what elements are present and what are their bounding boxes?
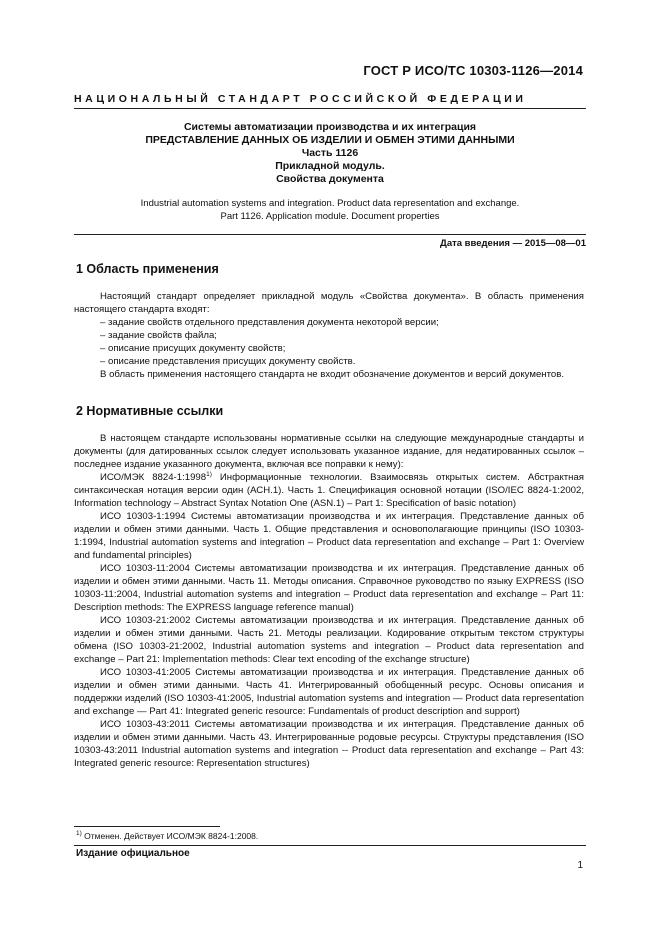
english-title-line-1: Industrial automation systems and integration. Product data representation and exchange. xyxy=(140,198,520,209)
list-item: – описание представления присущих документу свойств. xyxy=(100,356,356,367)
section-2-intro: В настоящем стандарте использованы нормативные ссылки на следующие международные стандарты и документы (для датированных ссылок следует использовать указанное издание, для недатированных ссылок – последнее издание указанного документа, включая все поправки к нему): xyxy=(74,433,584,470)
page-number: 1 xyxy=(577,860,583,871)
footnote-marker: 1) xyxy=(206,470,212,478)
footnote-marker: 1) xyxy=(76,830,82,838)
reference-code: ИСО/МЭК 8824-1:1998 xyxy=(100,472,207,483)
official-edition-label: Издание официальное xyxy=(76,848,190,859)
footnote-divider xyxy=(74,826,220,827)
section-1-paragraph: Настоящий стандарт определяет прикладной модуль «Свойства документа». В область применения настоящего стандарта входят: xyxy=(74,291,584,315)
footnote xyxy=(76,831,258,841)
english-title xyxy=(74,197,586,223)
section-2-heading: 2 Нормативные ссылки xyxy=(76,404,224,418)
list-item: – задание свойств отдельного представления документа некоторой версии; xyxy=(100,317,439,328)
intro-date: Дата введения — 2015—08—01 xyxy=(440,238,586,249)
section-1-paragraph: В область применения настоящего стандарта не входит обозначение документов и версий документов. xyxy=(100,369,564,380)
title-line-3: Часть 1126 xyxy=(301,147,359,159)
normative-reference: ИСО 10303-11:2004 Системы автоматизации производства и их интеграция. Представление данных об изделии и обмен этими данными. Часть 11. Методы описания. Справочное руководство по языку EXPRESS (ISO 10303-11:2004, Industrial automation systems and integration – Product data representation and exchange – Part 11: Description methods: The EXPRESS language reference manual) xyxy=(74,563,584,613)
list-item: – описание присущих документу свойств; xyxy=(100,343,286,354)
footnote-text: Отменен. Действует ИСО/МЭК 8824-1:2008. xyxy=(81,831,259,841)
reference-text: Информационные технологии. Взаимосвязь открытых систем. Абстрактная синтаксическая нотация версии один (АСН.1). Часть 1. Спецификация основной нотации (ISO/IEC 8824-1:2002, Information technology – Abstract Syntax Notation One (ASN.1) – Part 1: Specification of basic notation) xyxy=(74,472,584,509)
title-line-4: Прикладной модуль. xyxy=(275,160,385,172)
english-title-line-2: Part 1126. Application module. Document properties xyxy=(220,211,440,222)
title-line-2: ПРЕДСТАВЛЕНИЕ ДАННЫХ ОБ ИЗДЕЛИИ И ОБМЕН ЭТИМИ ДАННЫМИ xyxy=(145,134,515,146)
title-line-5: Свойства документа xyxy=(276,173,384,185)
normative-reference: ИСО 10303-41:2005 Системы автоматизации производства и их интеграция. Представление данных об изделии и обмен этими данными. Часть 41. Интегрированный обобщенный ресурс. Основы описания и поддержки изделий (ISO 10303-41:2005, Industrial automation systems and integration — Product data representation and exchange — Part 41: Integrated generic resource: Fundamentals of product description and support) xyxy=(74,667,584,717)
national-standard-banner: НАЦИОНАЛЬНЫЙ СТАНДАРТ РОССИЙСКОЙ ФЕДЕРАЦИИ xyxy=(74,93,527,105)
title-line-1: Системы автоматизации производства и их интеграция xyxy=(183,121,477,133)
section-1-heading: 1 Область применения xyxy=(76,262,219,276)
list-item: – задание свойств файла; xyxy=(100,330,217,341)
footer-divider xyxy=(74,845,586,846)
normative-reference: ИСО 10303-1:1994 Системы автоматизации производства и их интеграция. Представление данных об изделии и обмен этими данными. Часть 1. Общие представления и основополагающие принципы (ISO 10303-1:1994, Industrial automation systems and integration – Product data representation and exchange – Part 1: Overview and fundamental principles) xyxy=(74,511,584,561)
section-2-body xyxy=(74,432,584,770)
header-divider xyxy=(74,108,586,109)
normative-reference xyxy=(74,471,584,510)
normative-reference: ИСО 10303-43:2011 Системы автоматизации производства и их интеграция. Представление данных об изделии и обмен этими данными. Часть 43. Интегрированные родовые ресурсы. Структуры представления (ISO 10303-43:2011 Industrial automation systems and integration -- Product data representation and exchange – Part 43: Integrated generic resource: Representation structures) xyxy=(74,719,584,769)
section-1-body xyxy=(74,290,584,381)
title-block xyxy=(74,121,586,186)
title-divider xyxy=(74,234,586,235)
standard-code: ГОСТ Р ИСО/ТС 10303-1126—2014 xyxy=(363,63,583,78)
normative-reference: ИСО 10303-21:2002 Системы автоматизации производства и их интеграция. Представление данных об изделии и обмен этими данными. Часть 21. Методы реализации. Кодирование открытым текстом структуры обмена (ISO 10303-21:2002, Industrial automation systems and integration – Product data representation and exchange – Part 21: Implementation methods: Clear text encoding of the exchange structure) xyxy=(74,615,584,665)
